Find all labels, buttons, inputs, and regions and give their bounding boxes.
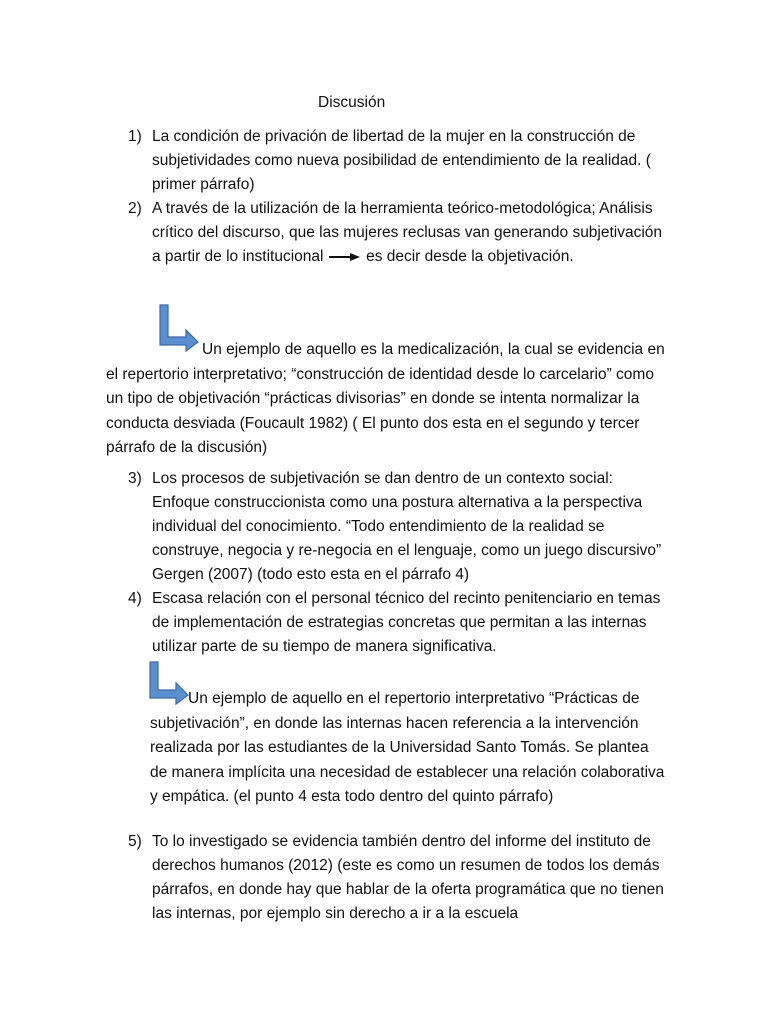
list-item-text: To lo investigado se evidencia también dentro del informe del instituto de derechos humanos (2012) (este es como un resumen de todos los demás párrafos, en donde hay que hablar de la oferta programática que no tienen las internas, por ejemplo sin derecho a ir a la escuela [152, 833, 664, 922]
list-item-5 [128, 830, 668, 926]
list-item-1 [128, 125, 668, 197]
list-item-4 [128, 587, 668, 659]
list-number: 2) [128, 200, 142, 217]
list-item-3 [128, 467, 668, 587]
list-number: 3) [128, 470, 142, 487]
list-number: 4) [128, 590, 142, 607]
document-title: Discusión [318, 94, 386, 111]
explanation-paragraph-2 [150, 687, 670, 810]
list-item-2 [128, 197, 668, 269]
list-item-text: La condición de privación de libertad de la mujer en la construcción de subjetividades como nueva posibilidad de entendimiento de la realidad. ( primer párrafo) [152, 128, 651, 193]
list-item-text: Escasa relación con el personal técnico del recinto penitenciario en temas de implementación de estrategias concretas que permitan a las internas utilizar parte de su tiempo de manera significativa. [152, 590, 661, 655]
list-item-text-part: es decir desde la objetivación. [361, 248, 574, 265]
list-number: 1) [128, 128, 142, 145]
list-item-text-part: A través de la utilización de la herramienta teórico-metodológica; Análisis crítico del discurso, que las mujeres reclusas van generando subjetivación a partir de lo institucional [152, 200, 663, 265]
list-number: 5) [128, 833, 142, 850]
paragraph-text: Un ejemplo de aquello es la medicalización, la cual se evidencia en el repertorio interpretativo; “construcción de identidad desde lo carcelario” como un tipo de objetivación “prácticas divisorias” en donde se intenta normalizar la conducta desviada (Foucault 1982) ( El punto dos esta en el segundo y tercer párrafo de la discusión) [106, 341, 665, 456]
list-item-text: Los procesos de subjetivación se dan dentro de un contexto social: Enfoque construccionista como una postura alternativa a la perspectiva individual del conocimiento. “Todo entendimiento de la realidad se construye, negocia y re-negocia en el lenguaje, como un juego discursivo” Gergen (2007) (todo esto esta en el párrafo 4) [152, 470, 662, 583]
explanation-paragraph-1 [106, 338, 666, 461]
right-arrow-icon [328, 252, 362, 262]
paragraph-text: Un ejemplo de aquello en el repertorio interpretativo “Prácticas de subjetivación”, en donde las internas hacen referencia a la intervención realizada por las estudiantes de la Universidad Santo Tomás. Se plantea de manera implícita una necesidad de establecer una relación colaborativa y empática. (el punto 4 esta todo dentro del quinto párrafo) [150, 690, 665, 805]
list-item-text [152, 197, 668, 269]
